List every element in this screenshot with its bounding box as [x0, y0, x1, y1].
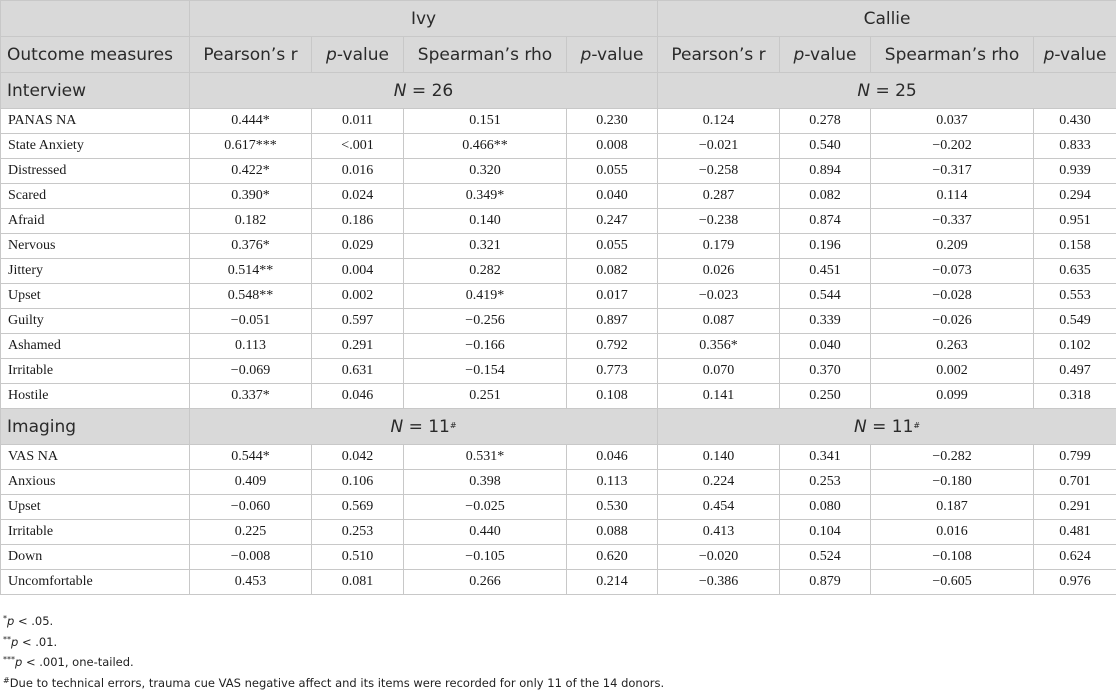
table-row	[1, 570, 1116, 595]
callie-spearman-pvalue-header: p-value	[1034, 37, 1116, 73]
outcome-measure-cell: Afraid	[1, 209, 190, 234]
value-cell: −0.317	[871, 159, 1034, 184]
value-cell: 0.187	[871, 495, 1034, 520]
ivy-spearman-pvalue-header: p-value	[567, 37, 658, 73]
value-cell: 0.263	[871, 334, 1034, 359]
value-cell: 0.544	[780, 284, 871, 309]
value-cell: 0.108	[567, 384, 658, 409]
value-cell: 0.524	[780, 545, 871, 570]
value-cell: 0.951	[1034, 209, 1116, 234]
value-cell: 0.419*	[404, 284, 567, 309]
value-cell: 0.046	[312, 384, 404, 409]
value-cell: −0.069	[190, 359, 312, 384]
value-cell: 0.179	[658, 234, 780, 259]
value-cell: 0.251	[404, 384, 567, 409]
callie-sample-size: N = 11#	[658, 409, 1116, 445]
footnote: *p < .05.	[3, 610, 664, 631]
value-cell: 0.225	[190, 520, 312, 545]
value-cell: 0.253	[780, 470, 871, 495]
value-cell: −0.105	[404, 545, 567, 570]
value-cell: 0.444*	[190, 109, 312, 134]
table-row	[1, 134, 1116, 159]
value-cell: 0.140	[658, 445, 780, 470]
ivy-group-header: Ivy	[190, 1, 658, 37]
value-cell: <.001	[312, 134, 404, 159]
value-cell: −0.258	[658, 159, 780, 184]
value-cell: 0.250	[780, 384, 871, 409]
value-cell: 0.874	[780, 209, 871, 234]
value-cell: 0.617***	[190, 134, 312, 159]
value-cell: 0.549	[1034, 309, 1116, 334]
table-footnotes	[3, 610, 664, 692]
outcome-measure-cell: VAS NA	[1, 445, 190, 470]
outcome-measures-header: Outcome measures	[1, 37, 190, 73]
value-cell: 0.046	[567, 445, 658, 470]
section-header-row	[1, 73, 1116, 109]
value-cell: 0.939	[1034, 159, 1116, 184]
value-cell: 0.894	[780, 159, 871, 184]
value-cell: 0.029	[312, 234, 404, 259]
value-cell: −0.605	[871, 570, 1034, 595]
value-cell: −0.060	[190, 495, 312, 520]
value-cell: 0.620	[567, 545, 658, 570]
value-cell: 0.291	[312, 334, 404, 359]
value-cell: 0.337*	[190, 384, 312, 409]
value-cell: 0.339	[780, 309, 871, 334]
value-cell: 0.088	[567, 520, 658, 545]
table-row	[1, 359, 1116, 384]
column-header-row	[1, 37, 1116, 73]
value-cell: 0.349*	[404, 184, 567, 209]
table-row	[1, 470, 1116, 495]
value-cell: 0.897	[567, 309, 658, 334]
value-cell: 0.466**	[404, 134, 567, 159]
callie-pearson-header: Pearson’s r	[658, 37, 780, 73]
outcome-measure-cell: State Anxiety	[1, 134, 190, 159]
value-cell: −0.282	[871, 445, 1034, 470]
value-cell: 0.773	[567, 359, 658, 384]
value-cell: 0.701	[1034, 470, 1116, 495]
value-cell: 0.799	[1034, 445, 1116, 470]
value-cell: 0.481	[1034, 520, 1116, 545]
outcome-measure-cell: Anxious	[1, 470, 190, 495]
value-cell: 0.356*	[658, 334, 780, 359]
value-cell: 0.454	[658, 495, 780, 520]
value-cell: 0.976	[1034, 570, 1116, 595]
value-cell: 0.569	[312, 495, 404, 520]
table-row	[1, 184, 1116, 209]
value-cell: −0.021	[658, 134, 780, 159]
value-cell: 0.113	[567, 470, 658, 495]
footnote: ***p < .001, one-tailed.	[3, 651, 664, 672]
value-cell: 0.080	[780, 495, 871, 520]
outcome-measure-cell: Nervous	[1, 234, 190, 259]
value-cell: 0.833	[1034, 134, 1116, 159]
value-cell: 0.540	[780, 134, 871, 159]
value-cell: 0.099	[871, 384, 1034, 409]
value-cell: 0.514**	[190, 259, 312, 284]
value-cell: 0.253	[312, 520, 404, 545]
value-cell: −0.108	[871, 545, 1034, 570]
value-cell: 0.422*	[190, 159, 312, 184]
value-cell: 0.082	[567, 259, 658, 284]
value-cell: 0.055	[567, 159, 658, 184]
value-cell: 0.548**	[190, 284, 312, 309]
value-cell: 0.341	[780, 445, 871, 470]
ivy-pearson-header: Pearson’s r	[190, 37, 312, 73]
value-cell: −0.256	[404, 309, 567, 334]
value-cell: 0.318	[1034, 384, 1116, 409]
section-label: Interview	[1, 73, 190, 109]
value-cell: 0.247	[567, 209, 658, 234]
value-cell: −0.028	[871, 284, 1034, 309]
value-cell: 0.879	[780, 570, 871, 595]
outcome-measure-cell: Irritable	[1, 520, 190, 545]
value-cell: 0.370	[780, 359, 871, 384]
callie-sample-size: N = 25	[658, 73, 1116, 109]
value-cell: 0.320	[404, 159, 567, 184]
table-row	[1, 384, 1116, 409]
value-cell: 0.510	[312, 545, 404, 570]
callie-pvalue-header: p-value	[780, 37, 871, 73]
ivy-sample-size: N = 26	[190, 73, 658, 109]
value-cell: 0.082	[780, 184, 871, 209]
outcome-measure-cell: Ashamed	[1, 334, 190, 359]
table-row	[1, 334, 1116, 359]
value-cell: 0.530	[567, 495, 658, 520]
table-row	[1, 445, 1116, 470]
value-cell: 0.390*	[190, 184, 312, 209]
value-cell: −0.180	[871, 470, 1034, 495]
value-cell: 0.497	[1034, 359, 1116, 384]
value-cell: 0.081	[312, 570, 404, 595]
value-cell: −0.337	[871, 209, 1034, 234]
value-cell: 0.287	[658, 184, 780, 209]
value-cell: 0.182	[190, 209, 312, 234]
table-row	[1, 259, 1116, 284]
value-cell: 0.011	[312, 109, 404, 134]
value-cell: 0.792	[567, 334, 658, 359]
value-cell: 0.278	[780, 109, 871, 134]
value-cell: −0.166	[404, 334, 567, 359]
outcome-measure-cell: Scared	[1, 184, 190, 209]
value-cell: 0.440	[404, 520, 567, 545]
table-row	[1, 284, 1116, 309]
table-row	[1, 309, 1116, 334]
value-cell: 0.409	[190, 470, 312, 495]
table-row	[1, 495, 1116, 520]
header-corner-cell	[1, 1, 190, 37]
value-cell: 0.224	[658, 470, 780, 495]
value-cell: 0.037	[871, 109, 1034, 134]
section-label: Imaging	[1, 409, 190, 445]
section-header-row	[1, 409, 1116, 445]
value-cell: 0.230	[567, 109, 658, 134]
value-cell: 0.376*	[190, 234, 312, 259]
value-cell: 0.004	[312, 259, 404, 284]
table-row	[1, 209, 1116, 234]
value-cell: 0.141	[658, 384, 780, 409]
table-row	[1, 520, 1116, 545]
table-row	[1, 545, 1116, 570]
value-cell: 0.002	[312, 284, 404, 309]
table-row	[1, 234, 1116, 259]
value-cell: 0.413	[658, 520, 780, 545]
value-cell: 0.040	[780, 334, 871, 359]
value-cell: −0.025	[404, 495, 567, 520]
value-cell: 0.151	[404, 109, 567, 134]
value-cell: −0.202	[871, 134, 1034, 159]
value-cell: 0.291	[1034, 495, 1116, 520]
value-cell: 0.026	[658, 259, 780, 284]
value-cell: 0.186	[312, 209, 404, 234]
value-cell: 0.008	[567, 134, 658, 159]
outcome-measure-cell: Guilty	[1, 309, 190, 334]
value-cell: 0.544*	[190, 445, 312, 470]
outcome-measure-cell: Irritable	[1, 359, 190, 384]
value-cell: 0.196	[780, 234, 871, 259]
value-cell: 0.430	[1034, 109, 1116, 134]
value-cell: −0.051	[190, 309, 312, 334]
value-cell: 0.282	[404, 259, 567, 284]
ivy-pvalue-header: p-value	[312, 37, 404, 73]
table-row	[1, 109, 1116, 134]
value-cell: 0.140	[404, 209, 567, 234]
value-cell: 0.055	[567, 234, 658, 259]
callie-group-header: Callie	[658, 1, 1116, 37]
value-cell: 0.321	[404, 234, 567, 259]
value-cell: 0.017	[567, 284, 658, 309]
value-cell: 0.294	[1034, 184, 1116, 209]
value-cell: −0.073	[871, 259, 1034, 284]
value-cell: 0.398	[404, 470, 567, 495]
outcome-measure-cell: Jittery	[1, 259, 190, 284]
outcome-measure-cell: Hostile	[1, 384, 190, 409]
value-cell: 0.113	[190, 334, 312, 359]
value-cell: 0.635	[1034, 259, 1116, 284]
outcome-measure-cell: PANAS NA	[1, 109, 190, 134]
value-cell: 0.597	[312, 309, 404, 334]
value-cell: 0.214	[567, 570, 658, 595]
value-cell: 0.016	[871, 520, 1034, 545]
value-cell: 0.070	[658, 359, 780, 384]
value-cell: 0.451	[780, 259, 871, 284]
value-cell: 0.114	[871, 184, 1034, 209]
value-cell: 0.102	[1034, 334, 1116, 359]
value-cell: 0.553	[1034, 284, 1116, 309]
callie-spearman-header: Spearman’s rho	[871, 37, 1034, 73]
value-cell: 0.631	[312, 359, 404, 384]
value-cell: 0.209	[871, 234, 1034, 259]
outcome-measure-cell: Down	[1, 545, 190, 570]
value-cell: 0.624	[1034, 545, 1116, 570]
value-cell: −0.238	[658, 209, 780, 234]
value-cell: 0.266	[404, 570, 567, 595]
footnote: #Due to technical errors, trauma cue VAS negative affect and its items were recorded for only 11 of the 14 donors.	[3, 672, 664, 692]
value-cell: 0.087	[658, 309, 780, 334]
value-cell: 0.158	[1034, 234, 1116, 259]
value-cell: 0.104	[780, 520, 871, 545]
outcome-measure-cell: Upset	[1, 284, 190, 309]
outcome-measure-cell: Distressed	[1, 159, 190, 184]
value-cell: 0.124	[658, 109, 780, 134]
outcome-measure-cell: Uncomfortable	[1, 570, 190, 595]
value-cell: 0.531*	[404, 445, 567, 470]
value-cell: −0.386	[658, 570, 780, 595]
value-cell: 0.453	[190, 570, 312, 595]
group-header-row	[1, 1, 1116, 37]
value-cell: −0.154	[404, 359, 567, 384]
value-cell: 0.016	[312, 159, 404, 184]
value-cell: 0.002	[871, 359, 1034, 384]
ivy-sample-size: N = 11#	[190, 409, 658, 445]
value-cell: 0.042	[312, 445, 404, 470]
value-cell: −0.008	[190, 545, 312, 570]
value-cell: 0.024	[312, 184, 404, 209]
value-cell: −0.023	[658, 284, 780, 309]
value-cell: −0.026	[871, 309, 1034, 334]
value-cell: −0.020	[658, 545, 780, 570]
footnote: **p < .01.	[3, 631, 664, 652]
table-row	[1, 159, 1116, 184]
outcome-measure-cell: Upset	[1, 495, 190, 520]
value-cell: 0.040	[567, 184, 658, 209]
ivy-spearman-header: Spearman’s rho	[404, 37, 567, 73]
value-cell: 0.106	[312, 470, 404, 495]
